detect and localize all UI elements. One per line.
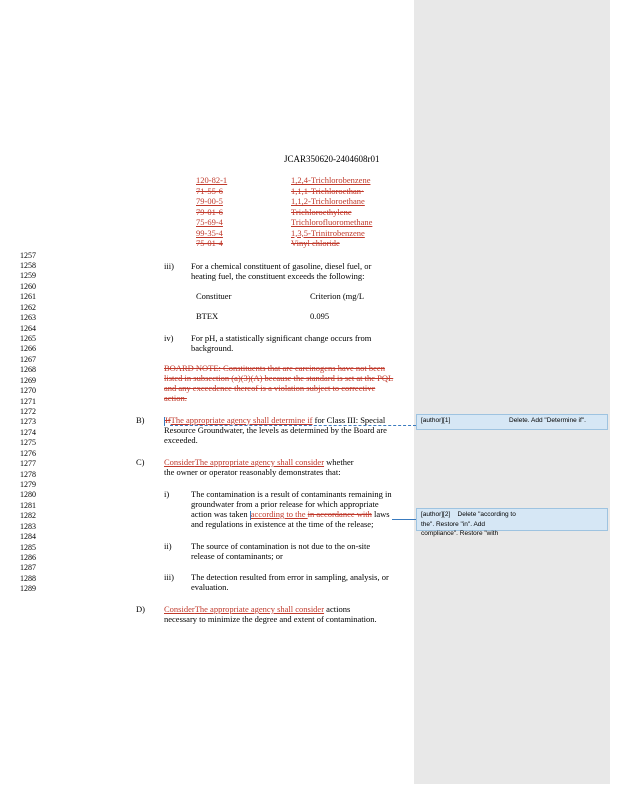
item-C-ii-line1: The source of contamination is not due to the on-site: [191, 541, 371, 551]
board-note-line4: action.: [164, 393, 187, 403]
item-D-line1: [164, 604, 350, 615]
item-iii-line2: heating fuel, the constituent exceeds the following:: [191, 271, 365, 281]
cas-number: 71-55-6: [196, 185, 223, 196]
table2-col1-header: Constituer: [196, 291, 232, 301]
line-number: 1263: [20, 313, 36, 323]
item-C-i-line4: and regulations in existence at the time of the release;: [191, 519, 374, 529]
line-number: 1272: [20, 406, 36, 416]
line-number: 1264: [20, 323, 36, 333]
item-D-rest: actions: [326, 604, 351, 614]
chemical-name: Trichloroethylene: [291, 206, 352, 217]
chemical-name: 1,1,2-Trichloroethane: [291, 196, 365, 206]
comment-text: [417, 509, 519, 539]
line-number: 1260: [20, 281, 36, 291]
table2-row-value: 0.095: [310, 311, 330, 321]
chemical-name: 1,1,1-Trichloroethan·: [291, 185, 364, 196]
item-B-marker: B): [136, 415, 145, 425]
cas-number: 79-01-6: [196, 206, 223, 217]
item-C-iii-line1: The detection resulted from error in sampling, analysis, or: [191, 572, 389, 582]
line-number: 1274: [20, 427, 36, 437]
comment-author: [author][2]: [421, 511, 451, 518]
comment-balloon-1[interactable]: [416, 414, 608, 430]
comment-balloon-2[interactable]: [416, 508, 608, 537]
item-iii-line1: For a chemical constituent of gasoline, diesel fuel, or: [191, 261, 372, 271]
item-C-rest: whether: [326, 457, 354, 467]
cas-number: 75-01-4: [196, 238, 223, 248]
cas-number: 99-35-4: [196, 227, 223, 238]
line-number: 1278: [20, 469, 36, 479]
item-B-line1: [164, 415, 385, 426]
line-number: 1276: [20, 448, 36, 458]
item-C-inserted: The appropriate agency shall consider: [194, 457, 325, 467]
item-D-marker: D): [136, 604, 145, 614]
line-number: 1275: [20, 438, 36, 448]
item-C-line1: [164, 457, 354, 468]
comment-text: Delete. Add "Determine if".: [509, 417, 586, 424]
item-C-i-line1: The contamination is a result of contaminants remaining in: [191, 489, 392, 499]
item-B-rest: for Class III: Special: [314, 415, 386, 425]
item-D-line2: necessary to minimize the degree and extent of contamination.: [164, 614, 377, 624]
board-note-line1: BOARD NOTE: Constituents that are carcinogens have not been: [164, 363, 385, 373]
line-number: 1270: [20, 386, 36, 396]
line-number: 1257: [20, 250, 36, 260]
item-D-inserted: The appropriate agency shall consider: [194, 604, 325, 614]
item-C-iii-marker: iii): [164, 572, 174, 582]
cas-number: 120-82-1: [196, 175, 228, 185]
line-number: 1258: [20, 260, 36, 270]
item-iii-marker: iii): [164, 261, 174, 271]
cas-number: 75-69-4: [196, 217, 223, 227]
item-C-iii-line2: evaluation.: [191, 582, 229, 592]
chemical-name: Trichlorofluoromethane: [291, 217, 373, 227]
item-C-i-line3-b: laws: [371, 509, 390, 519]
item-C-i-line2: groundwater from a prior release for which appropriate: [191, 499, 379, 509]
line-number: 1279: [20, 479, 36, 489]
line-number: 1277: [20, 459, 36, 469]
line-number: 1261: [20, 292, 36, 302]
line-number: 1259: [20, 271, 36, 281]
line-number: 1281: [20, 500, 36, 510]
line-number: 1265: [20, 333, 36, 343]
comment-author: [author][1]: [421, 417, 451, 424]
line-number: 1285: [20, 542, 36, 552]
item-C-i-line3: [191, 509, 390, 520]
item-C-i-inserted: according to the: [250, 509, 308, 519]
line-number: 1286: [20, 552, 36, 562]
chemical-name: 1,3,5-Trinitrobenzene: [291, 227, 365, 238]
line-number: 1267: [20, 354, 36, 364]
board-note-line3: and any exceedence thereof is a violation subject to corrective: [164, 383, 376, 393]
comment-pane: [414, 0, 610, 784]
line-number: 1266: [20, 344, 36, 354]
line-number: 1283: [20, 521, 36, 531]
item-C-i-line3-a: action was taken: [191, 509, 250, 519]
chemical-name: 1,2,4-Trichlorobenzene: [291, 175, 371, 185]
item-B-inserted: The appropriate agency shall determine if: [170, 415, 313, 425]
line-number: 1280: [20, 490, 36, 500]
line-number: 1268: [20, 365, 36, 375]
item-C-i-marker: i): [164, 489, 170, 499]
line-number: 1262: [20, 302, 36, 312]
item-C-deleted: Consider: [164, 457, 195, 467]
item-C-ii-line2: release of contaminants; or: [191, 551, 283, 561]
line-number: 1289: [20, 584, 36, 594]
comment-text-body: Delete "according to the". Restore "in". Add compliance". Restore "with: [421, 511, 516, 537]
line-number: 1288: [20, 573, 36, 583]
table2-col2-header: Criterion (mg/L: [310, 291, 365, 301]
item-B-line2: Resource Groundwater, the levels as determined by the Board are: [164, 425, 387, 435]
comment-connector-2: [392, 519, 416, 520]
cas-number: 79-00-5: [196, 196, 223, 206]
line-number: 1282: [20, 511, 36, 521]
chemical-name: Vinyl chloride: [291, 238, 340, 248]
item-D-deleted: Consider: [164, 604, 195, 614]
comment-connector-1: [170, 425, 416, 426]
item-C-marker: C): [136, 457, 145, 467]
line-number: 1284: [20, 532, 36, 542]
table2-row-name: BTEX: [196, 311, 219, 321]
item-iv-line1: For pH, a statistically significant change occurs from: [191, 333, 372, 343]
item-C-line2: the owner or operator reasonably demonstrates that:: [164, 467, 341, 477]
item-B-deleted: If: [165, 415, 171, 425]
line-number: 1271: [20, 396, 36, 406]
board-note-line2: listed in subsection (a)(3)(A) because the standard is set at the PQL: [164, 373, 394, 383]
item-iv-line2: background.: [191, 343, 234, 353]
item-C-i-deleted: in accordance with: [307, 509, 372, 519]
document-header-id: JCAR350620-2404608r01: [284, 154, 380, 164]
item-C-ii-marker: ii): [164, 541, 172, 551]
line-number: 1269: [20, 375, 36, 385]
item-iv-marker: iv): [164, 333, 174, 343]
line-number: 1273: [20, 417, 36, 427]
line-number: 1287: [20, 563, 36, 573]
item-B-line3: exceeded.: [164, 435, 198, 445]
